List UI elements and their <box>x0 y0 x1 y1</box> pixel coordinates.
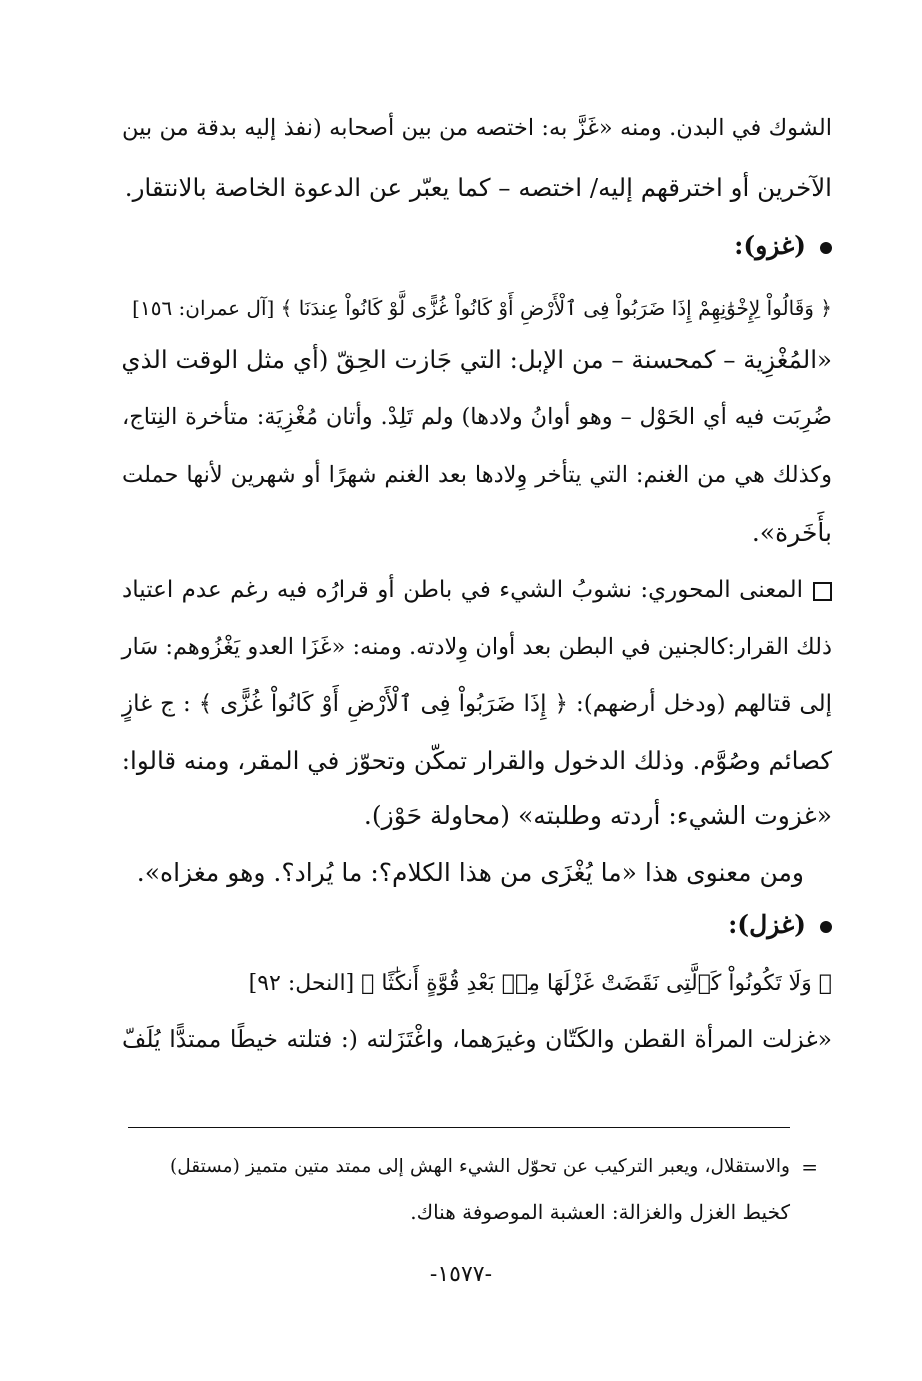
paragraph-line: «المُغْزِية – كمحسنة – من الإبل: التي جَازت الحِقّ (أي مثل الوقت الذي <box>121 345 832 374</box>
paragraph-line: ضُرِبَت فيه أي الحَوْل – وهو أوانُ ولادها) ولم تَلِدْ. وأتان مُغْزِيَة: متأخرة النِتاج، <box>122 404 832 430</box>
section-title: (غزو): <box>734 231 806 260</box>
paragraph-line: بأَخَرة». <box>751 518 832 547</box>
paragraph-line: «غزوت الشيء: أردته وطلبته» (محاولة حَوْز). <box>363 801 832 830</box>
paragraph-line: ذلك القرار:كالجنين في البطن بعد أوان وِلادته. ومنه: «غَزَا العدو يَغْزُوهم: سَار <box>121 634 832 660</box>
paragraph-line: «غزلت المرأة القطن والكَتّان وغيرَهما، واغْتَزَلته (: فتلته خيطًا ممتدًّا يُلَفّ <box>122 1025 832 1053</box>
footnote-marker: = <box>801 1155 818 1179</box>
bullet-icon <box>820 242 832 254</box>
paragraph-line: وكذلك هي من الغنم: التي يتأخر وِلادها بعد الغنم شهرًا أو شهرين لأنها حملت <box>122 462 832 488</box>
quran-verse: ﴿ وَقَالُواْ لِإِخْوَٰنِهِمْ إِذَا ضَرَبُواْ فِى ٱلْأَرْضِ أَوْ كَانُواْ غُزًّى لَّوْ كَانُواْ عِندَنَا ﴾ [آل عمران: ١٥٦] <box>132 296 832 320</box>
paragraph-line: الآخرين أو اخترقهم إليه/ اختصه – كما يعبّر عن الدعوة الخاصة بالانتقار. <box>124 173 832 202</box>
bullet-icon <box>820 921 832 933</box>
square-icon <box>813 582 832 601</box>
footnote-line: والاستقلال، ويعبر التركيب عن تحوّل الشيء الهش إلى ممتد متين متميز (مستقل) <box>170 1156 790 1177</box>
quran-verse: ﴿ وَلَا تَكُونُواْ كَٱلَّتِى نَقَضَتْ غَزْلَهَا مِنۢ بَعْدِ قُوَّةٍ أَنكَٰثًا ﴾ [النحل: ٩٢] <box>248 971 832 996</box>
paragraph-line: ومن معنوى هذا «ما يُغْزَى من هذا الكلام؟: ما يُراد؟. وهو مغزاه». <box>136 858 804 887</box>
footnote-divider <box>128 1127 790 1128</box>
axial-meaning-line: المعنى المحوري: نشوبُ الشيء في باطن أو قرارُه فيه رغم عدم اعتياد <box>122 570 832 610</box>
paragraph-line: الشوك في البدن. ومنه «غَزَّ به: اختصه من بين أصحابه (نفذ إليه بدقة من بين <box>122 115 832 141</box>
section-title: (غزل): <box>728 910 806 939</box>
paragraph-line: إلى قتالهم (ودخل أرضهم): ﴿ إِذَا ضَرَبُواْ فِى ٱلْأَرْضِ أَوْ كَانُواْ غُزًّى ﴾ : ج غازٍ <box>122 691 832 717</box>
section-heading-ghazw <box>122 226 832 266</box>
paragraph-line: كصائم وصُوَّم. وذلك الدخول والقرار تمكّن وتحوّز في المقر، ومنه قالوا: <box>121 746 832 775</box>
section-heading-ghazl <box>122 905 832 945</box>
footnote-line: كخيط الغزل والغزالة: العشبة الموصوفة هناك. <box>410 1200 790 1224</box>
page-number: -١٥٧٧- <box>429 1262 493 1287</box>
